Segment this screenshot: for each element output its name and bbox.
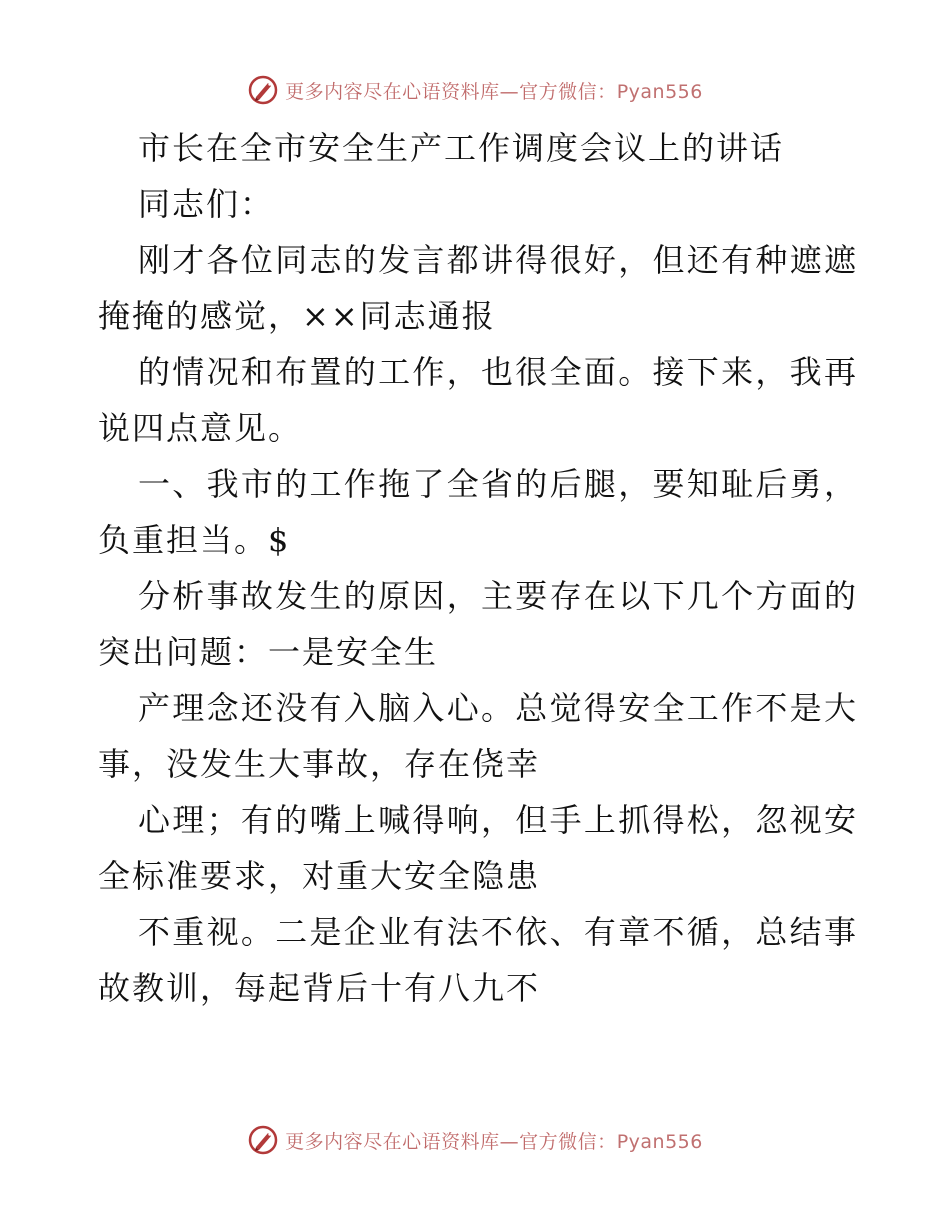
document-title: 市长在全市安全生产工作调度会议上的讲话: [138, 129, 785, 167]
section-heading: 一、我市的工作拖了全省的后腿，要知耻后勇，负重担当。$: [98, 465, 858, 559]
paragraph: 的情况和布置的工作，也很全面。接下来，我再说四点意见。: [98, 353, 858, 447]
salutation: 同志们：: [138, 185, 275, 223]
pen-logo-icon: [247, 1124, 279, 1156]
paragraph: 刚才各位同志的发言都讲得很好，但还有种遮遮掩掩的感觉，××同志通报: [98, 241, 858, 335]
pen-logo-icon: [247, 74, 279, 106]
paragraph: 不重视。二是企业有法不依、有章不循，总结事故教训，每起背后十有八九不: [98, 913, 858, 1007]
paragraph: 分析事故发生的原因，主要存在以下几个方面的突出问题：一是安全生: [98, 577, 858, 671]
document-body: [98, 120, 858, 1016]
footer-banner: [0, 1120, 950, 1160]
header-banner: [0, 70, 950, 110]
footer-banner-text: 更多内容尽在心语资料库—官方微信：Pyan556: [285, 1130, 703, 1153]
header-banner-text: 更多内容尽在心语资料库—官方微信：Pyan556: [285, 80, 703, 103]
paragraph: 产理念还没有入脑入心。总觉得安全工作不是大事，没发生大事故，存在侥幸: [98, 689, 858, 783]
paragraph: 心理；有的嘴上喊得响，但手上抓得松，忽视安全标准要求，对重大安全隐患: [98, 801, 858, 895]
